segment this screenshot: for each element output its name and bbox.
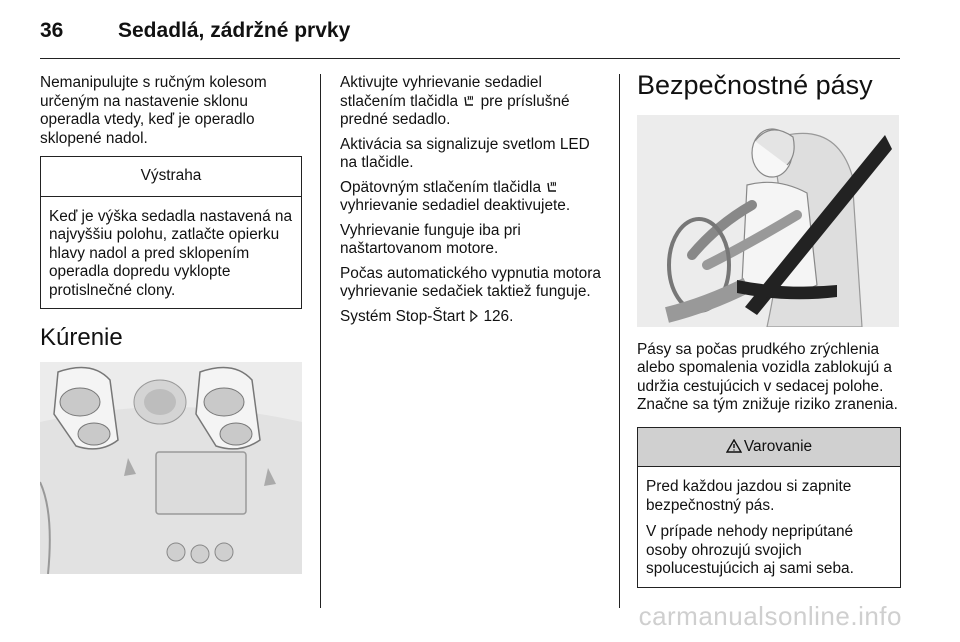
- caution-box-title: Varovanie: [743, 437, 813, 455]
- caution-box-body: [638, 467, 900, 587]
- seat-heating-paragraph-3: Opätovným stlačením tlačidla vyhrievanie sedadiel deaktivujete.: [340, 178, 571, 214]
- caution-box-text-1: Pred každou jazdou si zapnite bezpečnostný pás.: [646, 478, 852, 514]
- caution-box: [637, 427, 901, 588]
- page-reference-arrow-icon: [469, 310, 479, 322]
- page-number: 36: [40, 19, 64, 42]
- warning-box-title: Výstraha: [41, 157, 301, 197]
- seat-heating-paragraph-1: Aktivujte vyhrievanie sedadiel stlačením tlačidla pre príslušné predné sedadlo.: [340, 74, 570, 128]
- heated-seat-controls-illustration: [40, 362, 302, 574]
- warning-box: [40, 156, 302, 309]
- header-rule: [40, 58, 900, 59]
- seat-heating-paragraph-4: Vyhrievanie funguje iba pri naštartovanom motore.: [340, 221, 521, 257]
- seat-heating-paragraph-2: Aktivácia sa signalizuje svetlom LED na tlačidle.: [340, 135, 590, 171]
- seatbelt-driver-illustration: [637, 115, 899, 327]
- seat-heating-icon: [545, 180, 559, 194]
- column-divider-2: [619, 74, 620, 608]
- seatbelts-paragraph: Pásy sa počas prudkého zrýchlenia alebo spomalenia vozidla zablokujú a udržia cestujúcich v sedacej polohe. Značne sa tým znižuje riziko zranenia.: [637, 340, 898, 413]
- seat-heating-icon: [462, 94, 476, 108]
- intro-paragraph: Nemanipulujte s ručným kolesom určeným na nastavenie sklonu operadla vtedy, keď je operadlo sklopené nadol.: [40, 74, 267, 147]
- caution-box-header: [638, 428, 900, 468]
- column-divider-1: [320, 74, 321, 608]
- chapter-title: Sedadlá, zádržné prvky: [118, 19, 351, 42]
- column-1: [40, 74, 302, 574]
- page-header: [40, 14, 350, 48]
- warning-box-body: [41, 197, 301, 309]
- stop-start-reference: Systém Stop-Štart 126.: [340, 307, 514, 325]
- warning-triangle-icon: [726, 439, 742, 453]
- watermark: carmanualsonline.info: [638, 601, 902, 631]
- column-3: [637, 70, 901, 588]
- seat-heating-paragraph-5: Počas automatického vypnutia motora vyhrievanie sedačiek taktiež funguje.: [340, 264, 601, 300]
- column-2: [340, 74, 602, 332]
- stop-start-page-link[interactable]: 126: [483, 307, 510, 325]
- warning-box-text: Keď je výška sedadla nastavená na najvyššiu polohu, zatlačte opierku hlavy nadol a pred sklopením operadla dopredu vyklopte protislnečné clony.: [49, 207, 293, 299]
- seatbelts-heading: Bezpečnostné pásy: [637, 70, 873, 100]
- caution-box-text-2: V prípade nehody nepripútané osoby ohrozujú svojich spolucestujúcich aj sami seba.: [646, 523, 854, 577]
- heating-heading: Kúrenie: [40, 324, 123, 351]
